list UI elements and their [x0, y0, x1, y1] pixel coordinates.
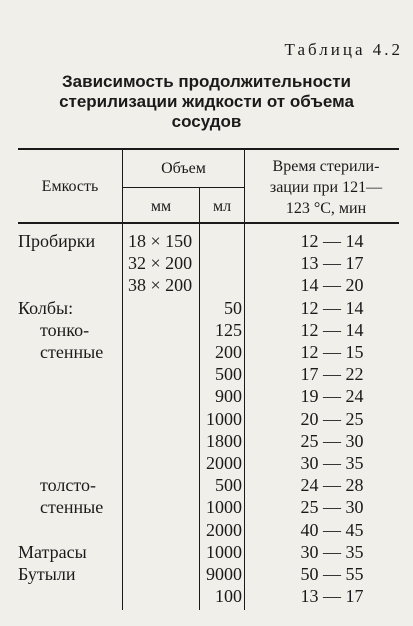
row-volume-ml: 1000	[206, 541, 242, 562]
caption-line: сосудов	[171, 112, 242, 131]
table-top-rule	[18, 148, 399, 150]
row-sterilization-time: 30 — 35	[300, 453, 364, 473]
header-time-line: Время стерили-	[272, 158, 380, 175]
row-vessel-name: толсто-	[40, 475, 96, 496]
row-volume-ml: 1000	[206, 408, 242, 429]
row-sterilization-time: 24 — 28	[300, 475, 364, 496]
header-time-line: 123 °С, мин	[285, 200, 367, 217]
header-vessel: Емкость	[41, 178, 99, 195]
header-ml: мл	[212, 198, 232, 215]
header-volume: Объем	[161, 160, 206, 177]
row-vessel-name: стенные	[40, 497, 104, 518]
row-sterilization-time: 13 — 17	[300, 253, 364, 274]
row-vessel-name: стенные	[40, 342, 104, 362]
row-sterilization-time: 50 — 55	[300, 564, 364, 584]
row-vessel-name: Пробирки	[18, 231, 96, 251]
row-volume-mm: 32 × 200	[128, 253, 193, 274]
row-sterilization-time: 30 — 35	[300, 541, 364, 562]
caption-line: Зависимость продолжительности	[62, 72, 351, 91]
caption-line: стерилизации жидкости от объема	[59, 92, 354, 111]
row-volume-mm: 18 × 150	[128, 231, 193, 251]
row-sterilization-time: 40 — 45	[300, 519, 364, 540]
table-caption	[0, 72, 413, 132]
row-vessel-name: Матрасы	[18, 541, 87, 562]
row-volume-ml: 50	[224, 297, 242, 318]
row-sterilization-time: 25 — 30	[300, 430, 364, 451]
column-divider	[244, 148, 245, 610]
row-vessel-name: Бутыли	[18, 564, 76, 584]
column-divider	[122, 148, 123, 610]
row-volume-ml: 1800	[206, 430, 242, 451]
row-volume-ml: 9000	[206, 564, 242, 584]
row-sterilization-time: 20 — 25	[300, 408, 364, 429]
row-volume-ml: 500	[215, 364, 242, 385]
volume-subheader-rule	[123, 187, 244, 188]
row-volume-ml: 2000	[206, 453, 242, 473]
header-bottom-rule	[18, 222, 399, 224]
row-volume-ml: 125	[215, 319, 242, 340]
row-volume-ml: 2000	[206, 519, 242, 540]
row-sterilization-time: 12 — 14	[300, 297, 364, 318]
table-number: Таблица 4.2	[284, 40, 403, 59]
row-volume-ml: 200	[215, 342, 242, 362]
header-time	[246, 156, 406, 219]
row-volume-ml: 900	[215, 386, 242, 407]
row-sterilization-time: 14 — 20	[300, 275, 364, 296]
header-mm: мм	[150, 198, 172, 215]
row-sterilization-time: 12 — 14	[300, 319, 364, 340]
row-volume-mm: 38 × 200	[128, 275, 193, 296]
row-vessel-name: Колбы:	[18, 297, 74, 318]
row-volume-ml: 100	[215, 586, 242, 607]
row-sterilization-time: 19 — 24	[300, 386, 364, 407]
row-sterilization-time: 13 — 17	[300, 586, 364, 607]
row-sterilization-time: 12 — 15	[300, 342, 364, 362]
row-sterilization-time: 17 — 22	[300, 364, 364, 385]
row-vessel-name: тонко-	[40, 319, 90, 340]
row-volume-ml: 500	[215, 475, 242, 496]
header-time-line: зации при 121—	[269, 179, 383, 196]
row-sterilization-time: 25 — 30	[300, 497, 364, 518]
row-sterilization-time: 12 — 14	[300, 231, 364, 251]
row-volume-ml: 1000	[206, 497, 242, 518]
